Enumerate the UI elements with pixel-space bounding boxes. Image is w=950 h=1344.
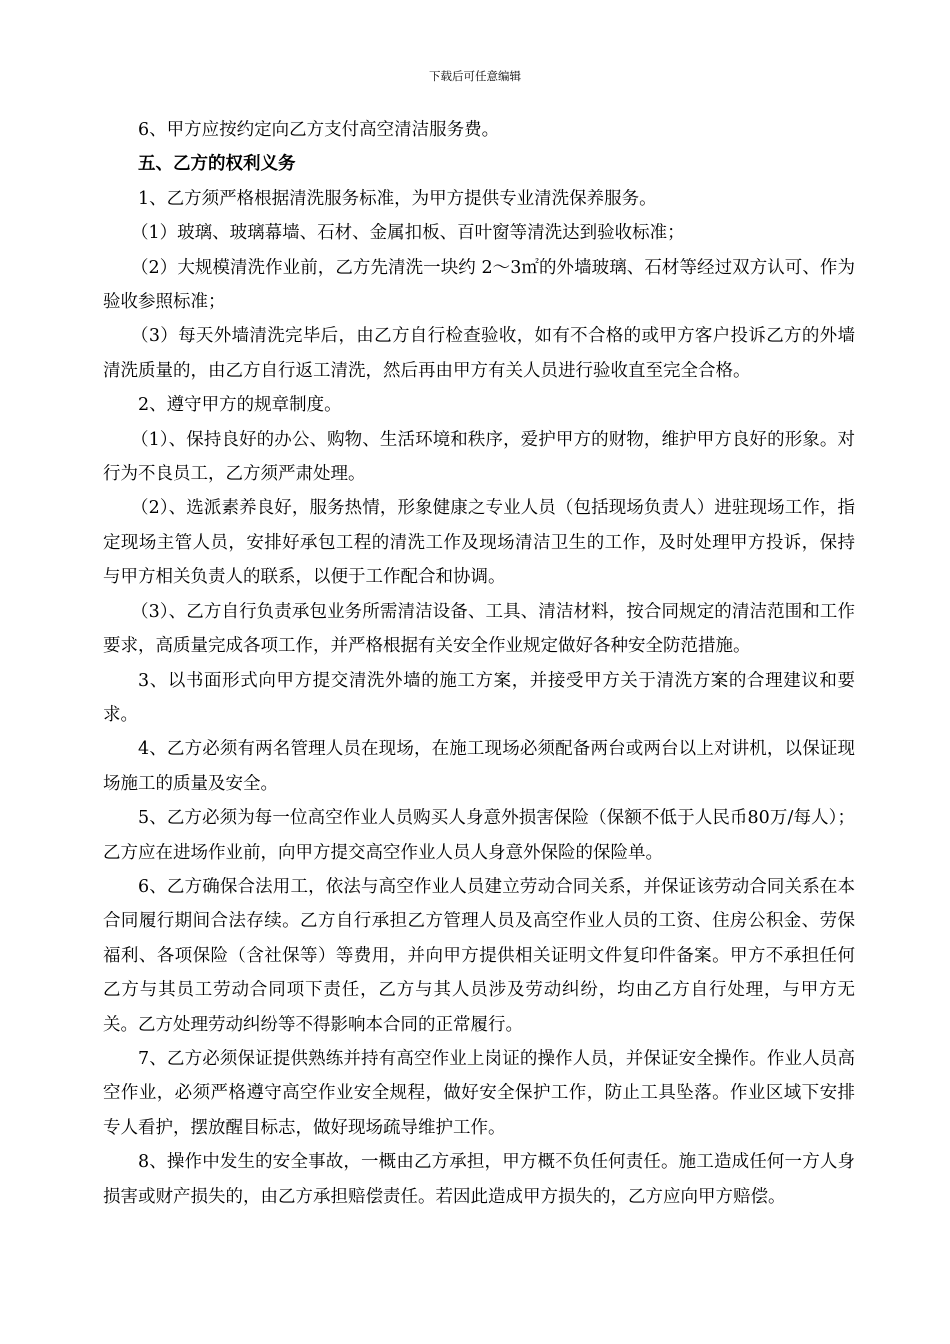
paragraph-item-7: 7、乙方必须保证提供熟练并持有高空作业上岗证的操作人员，并保证安全操作。作业人员高空作业，必须严格遵守高空作业安全规程，做好安全保护工作，防止工具坠落。作业区域下安排专人看护，摆放醒目标志，做好现场疏导维护工作。 [103,1048,855,1138]
header-note: 下载后可任意编辑 [429,69,521,83]
paragraph-subitem-2-1: （1）、保持良好的办公、购物、生活环境和秩序，爱护甲方的财物，维护甲方良好的形象。对行为不良员工，乙方须严肃处理。 [103,429,855,485]
paragraph-subitem-1-1: （1）玻璃、玻璃幕墙、石材、金属扣板、百叶窗等清洗达到验收标准； [131,223,685,244]
paragraph-item-8: 8、操作中发生的安全事故，一概由乙方承担，甲方概不负任何责任。施工造成任何一方人身损害或财产损失的，由乙方承担赔偿责任。若因此造成甲方损失的，乙方应向甲方赔偿。 [103,1152,855,1207]
paragraph-item-3: 3、以书面形式向甲方提交清洗外墙的施工方案，并接受甲方关于清洗方案的合理建议和要求。 [103,670,855,725]
paragraph-item-2: 2、遵守甲方的规章制度。 [138,395,342,416]
paragraph-payment-clause: 6、甲方应按约定向乙方支付高空清洁服务费。 [138,120,500,140]
paragraph-subitem-1-2: （2）大规模清洗作业前，乙方先清洗一块约 2～3㎡的外墙玻璃、石材等经过双方认可、作为验收参照标准； [103,257,855,313]
paragraph-item-1: 1、乙方须严格根据清洗服务标准，为甲方提供专业清洗保养服务。 [138,188,657,209]
paragraph-subitem-2-2: （2）、选派素养良好，服务热情，形象健康之专业人员（包括现场负责人）进驻现场工作，指定现场主管人员，安排好承包工程的清洗工作及现场清洁卫生的工作，及时处理甲方投诉，保持与甲方相关负责人的联系，以便于工作配合和协调。 [103,498,855,588]
paragraph-subitem-2-3: （3）、乙方自行负责承包业务所需清洁设备、工具、清洁材料，按合同规定的清洁范围和工作要求，高质量完成各项工作，并严格根据有关安全作业规定做好各种安全防范措施。 [103,601,855,657]
document-body [103,113,855,1214]
paragraph-subitem-1-3: （3）每天外墙清洗完毕后，由乙方自行检查验收，如有不合格的或甲方客户投诉乙方的外墙清洗质量的，由乙方自行返工清洗，然后再由甲方有关人员进行验收直至完全合格。 [103,326,855,381]
paragraph-item-5: 5、乙方必须为每一位高空作业人员购买人身意外损害保险（保额不低于人民币80万/每人）；乙方应在进场作业前，向甲方提交高空作业人员人身意外保险的保险单。 [103,808,855,863]
section-heading: 五、乙方的权利义务 [138,154,296,175]
paragraph-item-6: 6、乙方确保合法用工，依法与高空作业人员建立劳动合同关系，并保证该劳动合同关系在本合同履行期间合法存续。乙方自行承担乙方管理人员及高空作业人员的工资、住房公积金、劳保福利、各项保险（含社保等）等费用，并向甲方提供相关证明文件复印件备案。甲方不承担任何乙方与其员工劳动合同项下责任，乙方与其人员涉及劳动纠纷，均由乙方自行处理，与甲方无关。乙方处理劳动纠纷等不得影响本合同的正常履行。 [103,876,855,1035]
paragraph-item-4: 4、乙方必须有两名管理人员在现场，在施工现场必须配备两台或两台以上对讲机，以保证现场施工的质量及安全。 [103,739,855,794]
